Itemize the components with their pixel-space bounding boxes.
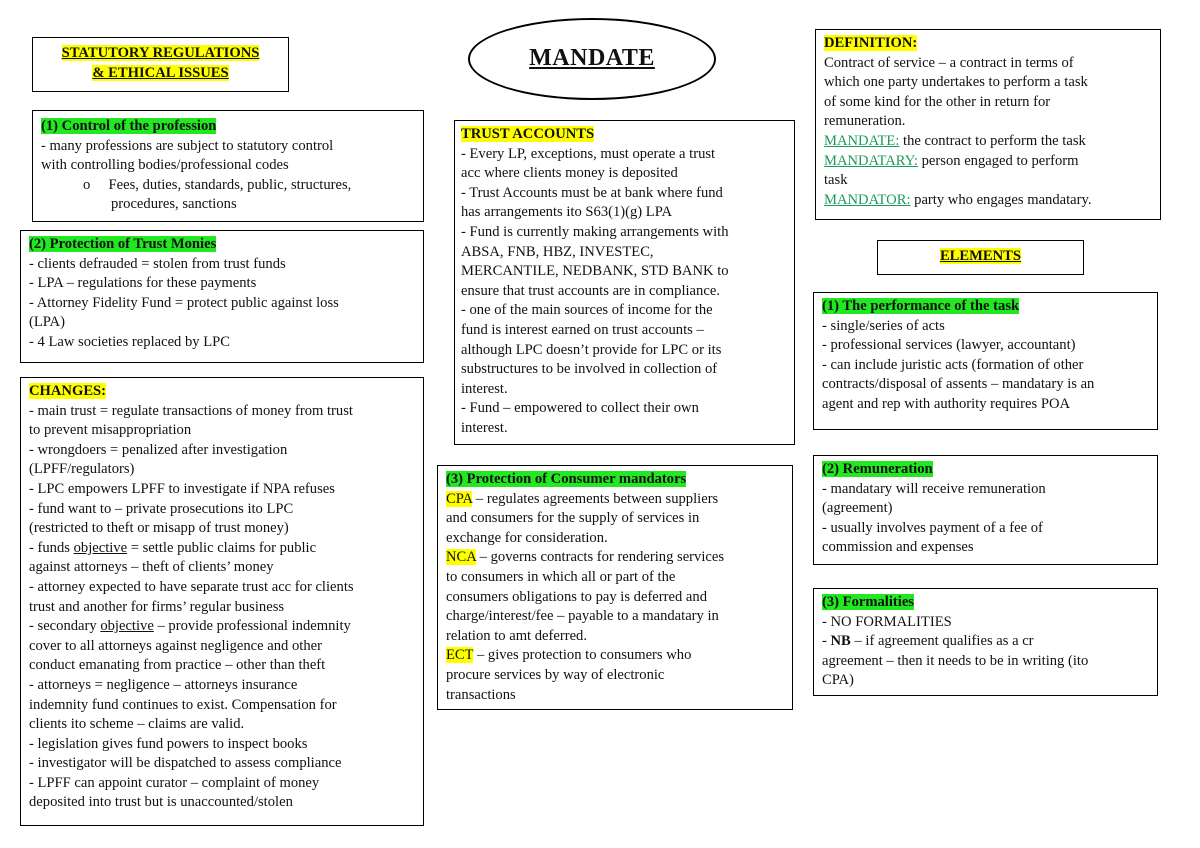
consumer-heading: (3) Protection of Consumer mandators xyxy=(446,471,687,487)
mandator-term: MANDATOR: xyxy=(824,191,911,208)
changes-line: (restricted to theft or misapp of trust money) xyxy=(29,520,289,537)
consumer-line: transactions xyxy=(446,686,516,703)
remuneration-line: commission and expenses xyxy=(822,539,974,556)
performance-line: agent and rep with authority requires POA xyxy=(822,395,1071,412)
performance-line: - can include juristic acts (formation of other xyxy=(822,356,1084,373)
definition-line: task xyxy=(824,172,848,189)
formalities-line: - NO FORMALITIES xyxy=(822,613,952,630)
trust-line: acc where clients money is deposited xyxy=(461,165,678,182)
consumer-line: procure services by way of electronic xyxy=(446,666,665,683)
nb-label: NB xyxy=(830,633,851,650)
performance-line: - professional services (lawyer, accountant) xyxy=(822,337,1076,354)
trust-line: interest. xyxy=(461,380,508,397)
underlined-word: objective xyxy=(73,539,128,556)
mandatary-term: MANDATARY: xyxy=(824,152,918,169)
mandate-definition xyxy=(824,132,1152,152)
mandatary-definition xyxy=(824,152,1152,172)
definition-line: of some kind for the other in return for xyxy=(824,93,1051,110)
formalities-heading: (3) Formalities xyxy=(822,594,914,610)
protection-line: - clients defrauded = stolen from trust funds xyxy=(29,255,286,272)
elements-box xyxy=(877,240,1084,275)
changes-line: - attorney expected to have separate trust acc for clients xyxy=(29,578,354,595)
consumer-line: and consumers for the supply of services in xyxy=(446,510,700,527)
performance-line: - single/series of acts xyxy=(822,317,945,334)
changes-line: - wrongdoers = penalized after investigation xyxy=(29,441,288,458)
consumer-line: charge/interest/fee – payable to a mandatary in xyxy=(446,608,719,625)
changes-line: - fund want to – private prosecutions ito LPC xyxy=(29,500,294,517)
changes-line: - LPFF can appoint curator – complaint of money xyxy=(29,774,320,791)
remuneration-line: (agreement) xyxy=(822,500,893,517)
consumer-line: consumers obligations to pay is deferred and xyxy=(446,588,707,605)
changes-line: deposited into trust but is unaccounted/stolen xyxy=(29,794,293,811)
remuneration-box xyxy=(813,455,1158,565)
remuneration-line: - usually involves payment of a fee of xyxy=(822,519,1043,536)
formalities-nb-line xyxy=(822,632,1149,652)
trust-line: MERCANTILE, NEDBANK, STD BANK to xyxy=(461,263,729,280)
consumer-line: exchange for consideration. xyxy=(446,529,608,546)
underlined-word: objective xyxy=(100,618,154,635)
ect-label: ECT xyxy=(446,647,474,664)
protection-line: - 4 Law societies replaced by LPC xyxy=(29,333,231,350)
control-bullet-text: procedures, sanctions xyxy=(111,196,237,213)
text-fragment: – governs contracts for rendering services xyxy=(476,549,725,566)
changes-funds-line xyxy=(29,539,415,559)
text-fragment: – if agreement qualifies as a cr xyxy=(850,633,1034,650)
cpa-label: CPA xyxy=(446,490,473,507)
formalities-line: CPA) xyxy=(822,672,854,689)
trust-line: ensure that trust accounts are in compliance. xyxy=(461,282,720,299)
definition-line: remuneration. xyxy=(824,113,906,130)
trust-line: - one of the main sources of income for the xyxy=(461,302,713,319)
protection-line: - Attorney Fidelity Fund = protect public against loss xyxy=(29,294,339,311)
changes-line: - investigator will be dispatched to assess compliance xyxy=(29,755,342,772)
changes-line: to prevent misappropriation xyxy=(29,422,192,439)
changes-line: indemnity fund continues to exist. Compensation for xyxy=(29,696,337,713)
definition-heading: DEFINITION: xyxy=(824,35,918,51)
trust-line: - Every LP, exceptions, must operate a trust xyxy=(461,145,716,162)
control-bullet xyxy=(41,176,415,196)
changes-line: against attorneys – theft of clients’ money xyxy=(29,559,274,576)
text-fragment: person engaged to perform xyxy=(917,152,1079,169)
consumer-nca-line xyxy=(446,548,784,568)
changes-line: trust and another for firms’ regular business xyxy=(29,598,285,615)
text-fragment: - xyxy=(822,633,831,650)
statutory-title-line1: STATUTORY REGULATIONS xyxy=(61,45,260,61)
text-fragment: - funds xyxy=(29,539,74,556)
trust-line: - Fund is currently making arrangements with xyxy=(461,223,729,240)
protection-box xyxy=(20,230,424,363)
consumer-ect-line xyxy=(446,646,784,666)
text-fragment: – provide professional indemnity xyxy=(153,618,351,635)
consumer-cpa-line xyxy=(446,490,784,510)
elements-title: ELEMENTS xyxy=(939,248,1022,264)
consumer-line: to consumers in which all or part of the xyxy=(446,568,676,585)
changes-heading: CHANGES: xyxy=(29,383,107,399)
protection-line: (LPA) xyxy=(29,314,65,331)
consumer-box xyxy=(437,465,793,710)
text-fragment: = settle public claims for public xyxy=(127,539,317,556)
changes-line: - attorneys = negligence – attorneys insurance xyxy=(29,676,298,693)
control-line: with controlling bodies/professional codes xyxy=(41,157,289,174)
trust-line: interest. xyxy=(461,419,508,436)
trust-line: ABSA, FNB, HBZ, INVESTEC, xyxy=(461,243,654,260)
control-line: - many professions are subject to statutory control xyxy=(41,137,334,154)
mandator-definition xyxy=(824,191,1152,211)
changes-line: conduct emanating from practice – other than theft xyxy=(29,657,326,674)
changes-line: - legislation gives fund powers to inspect books xyxy=(29,735,308,752)
control-bullet-text: Fees, duties, standards, public, structures, xyxy=(108,176,352,193)
bullet-marker: o xyxy=(83,176,91,193)
text-fragment: - secondary xyxy=(29,618,101,635)
control-box xyxy=(32,110,424,222)
changes-line: - LPC empowers LPFF to investigate if NPA refuses xyxy=(29,480,335,497)
trust-accounts-heading: TRUST ACCOUNTS xyxy=(461,126,595,142)
trust-line: - Fund – empowered to collect their own xyxy=(461,400,699,417)
trust-line: fund is interest earned on trust accounts – xyxy=(461,321,704,338)
trust-line: has arrangements ito S63(1)(g) LPA xyxy=(461,204,673,221)
changes-secondary-line xyxy=(29,617,415,637)
protection-line: - LPA – regulations for these payments xyxy=(29,275,257,292)
statutory-title-box xyxy=(32,37,289,92)
changes-line: clients ito scheme – claims are valid. xyxy=(29,716,245,733)
changes-box xyxy=(20,377,424,826)
definition-line: Contract of service – a contract in terms of xyxy=(824,54,1074,71)
trust-accounts-box xyxy=(454,120,795,445)
performance-line: contracts/disposal of assents – mandatary is an xyxy=(822,376,1095,393)
control-heading: (1) Control of the profession xyxy=(41,118,217,134)
text-fragment: party who engages mandatary. xyxy=(910,191,1092,208)
protection-heading: (2) Protection of Trust Monies xyxy=(29,236,217,252)
text-fragment: – regulates agreements between suppliers xyxy=(472,490,719,507)
performance-box xyxy=(813,292,1158,430)
formalities-line: agreement – then it needs to be in writing (ito xyxy=(822,652,1089,669)
main-title: MANDATE xyxy=(529,45,655,72)
trust-line: although LPC doesn’t provide for LPC or its xyxy=(461,341,722,358)
changes-line: (LPFF/regulators) xyxy=(29,461,135,478)
trust-line: substructures to be involved in collection of xyxy=(461,361,718,378)
formalities-box xyxy=(813,588,1158,696)
changes-line: - main trust = regulate transactions of money from trust xyxy=(29,402,353,419)
nca-label: NCA xyxy=(446,549,477,566)
text-fragment: the contract to perform the task xyxy=(899,132,1086,149)
performance-heading: (1) The performance of the task xyxy=(822,298,1020,314)
definition-line: which one party undertakes to perform a task xyxy=(824,74,1088,91)
statutory-title-line2: & ETHICAL ISSUES xyxy=(92,64,229,81)
mandate-term: MANDATE: xyxy=(824,132,900,149)
trust-line: - Trust Accounts must be at bank where fund xyxy=(461,184,723,201)
changes-line: cover to all attorneys against negligence and other xyxy=(29,637,322,654)
remuneration-heading: (2) Remuneration xyxy=(822,461,933,477)
consumer-line: relation to amt deferred. xyxy=(446,627,588,644)
main-title-oval xyxy=(468,18,716,100)
definition-box xyxy=(815,29,1161,220)
remuneration-line: - mandatary will receive remuneration xyxy=(822,480,1046,497)
text-fragment: – gives protection to consumers who xyxy=(473,647,692,664)
